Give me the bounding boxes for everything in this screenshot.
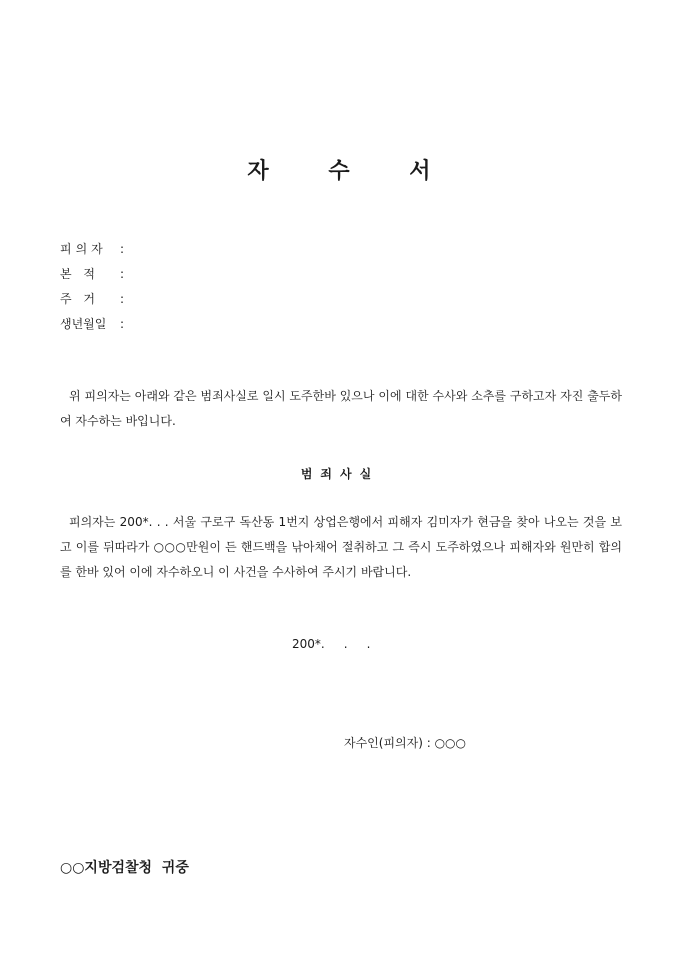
document-title (0, 154, 680, 185)
document-date: 200*. . . (292, 637, 371, 651)
title-char: 수 (328, 159, 352, 184)
field-address (60, 290, 124, 315)
field-colon: : (120, 292, 125, 306)
recipient-line: ○○지방검찰청 귀중 (60, 860, 189, 876)
title-char: 자 (247, 159, 271, 184)
personal-info-fields (60, 240, 124, 340)
section-title: 범죄사실 (300, 467, 380, 481)
field-label: 피의자 (60, 242, 107, 256)
field-birthdate (60, 315, 124, 340)
field-colon: : (120, 267, 125, 281)
field-colon: : (120, 317, 125, 331)
intro-paragraph: 위 피의자는 아래와 같은 범죄사실로 일시 도주한바 있으나 이에 대한 수사와 소추를 구하고자 자진 출두하여 자수하는 바입니다. (60, 389, 622, 428)
field-label: 주 거 (60, 292, 99, 306)
field-colon: : (120, 242, 125, 256)
title-char: 서 (409, 159, 433, 184)
facts-paragraph: 피의자는 200*. . . 서울 구로구 독산동 1번지 상업은행에서 피해자 김미자가 현금을 찾아 나오는 것을 보고 이를 뒤따라가 ○○○만원이 든 핸드백을 낚아채어 절취하고 그 즉시 도주하였으나 피해자와 원만히 합의를 한바 있어 이에 자수하오니 이 사건을 수사하여 주시기 바랍니다. (60, 515, 622, 579)
field-suspect (60, 240, 124, 265)
signer-line: 자수인(피의자) : ○○○ (344, 736, 466, 750)
field-label: 생년월일 (60, 317, 107, 331)
field-registered-domicile (60, 265, 124, 290)
field-label: 본 적 (60, 267, 99, 281)
